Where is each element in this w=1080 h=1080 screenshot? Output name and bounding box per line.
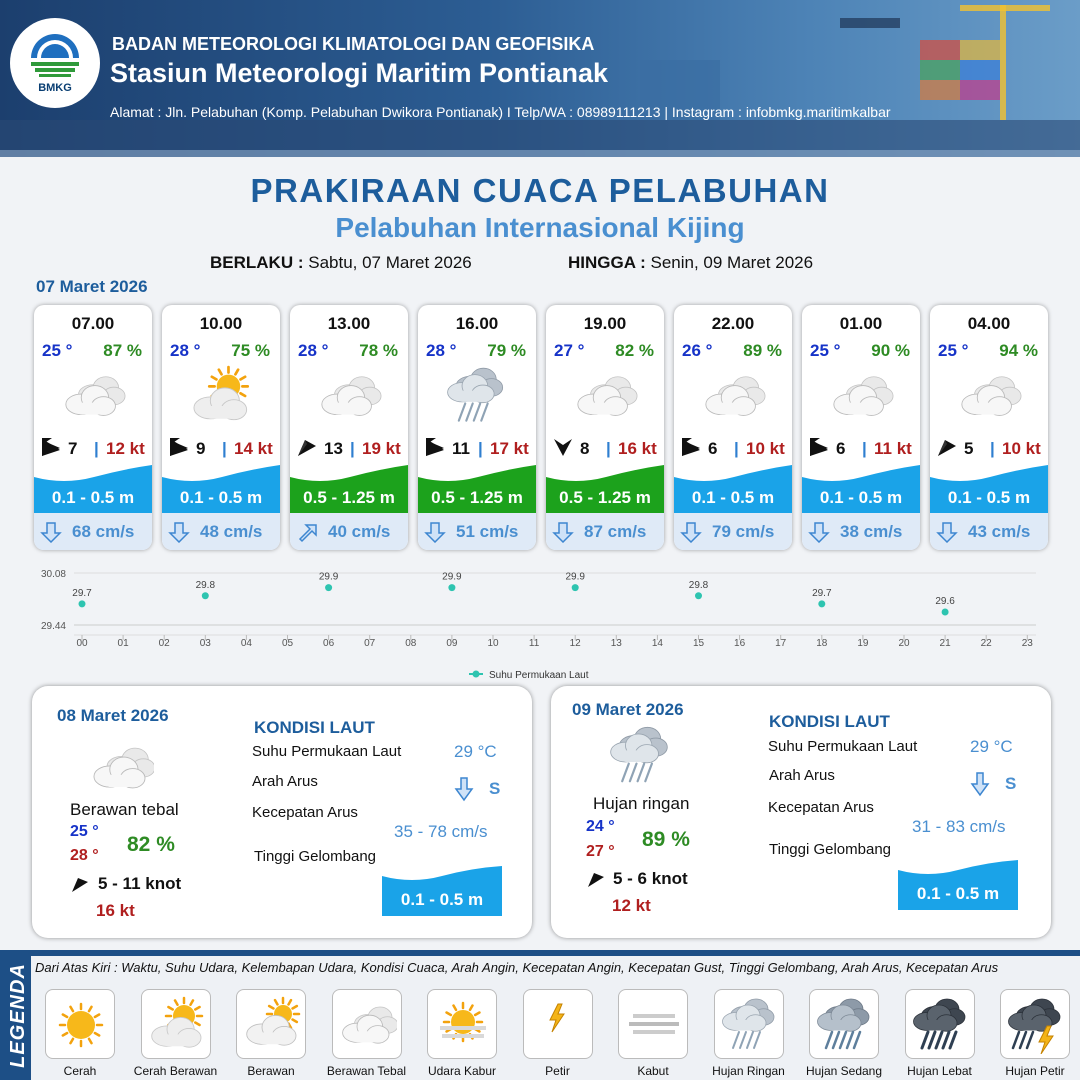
arrow-down-left-icon — [168, 436, 190, 458]
forecast-card — [418, 305, 536, 550]
forecast-humidity: 94 % — [999, 341, 1038, 360]
legend-item-label: Berawan — [247, 1064, 295, 1078]
forecast-wave: 0.5 - 1.25 m — [431, 488, 523, 507]
forecast-current-speed: 38 cm/s — [840, 522, 903, 541]
arrow-down-icon — [454, 776, 474, 802]
x-tick-label: 11 — [528, 638, 540, 649]
day2-gust: 16 kt — [96, 901, 135, 920]
forecast-wind-speed: 13 — [324, 439, 343, 458]
x-tick-label: 16 — [734, 638, 746, 649]
legend-marker — [473, 671, 480, 678]
legend-item-label: Cerah — [63, 1064, 97, 1078]
forecast-temp: 27 ° — [554, 341, 585, 360]
day3-sst-label: Suhu Permukaan Laut — [768, 738, 918, 755]
kabut-icon — [625, 996, 683, 1054]
legend-title: LEGENDA — [6, 962, 29, 1068]
legend-item-petir — [523, 989, 593, 1059]
day3-speed-label: Kecepatan Arus — [768, 799, 874, 816]
legend-item-hujan-lebat — [905, 989, 975, 1059]
day2-temp-max: 28 ° — [70, 847, 99, 864]
forecast-gust: 11 kt — [874, 439, 912, 458]
legend-item-hujan-ringan — [714, 989, 784, 1059]
legend-item-label: Hujan Lebat — [907, 1064, 972, 1078]
arrow-down-icon — [808, 521, 830, 543]
forecast-wave: 0.1 - 0.5 m — [51, 488, 135, 507]
forecast-separator: | — [222, 439, 227, 458]
day3-date: 09 Maret 2026 — [572, 700, 684, 719]
forecast-current — [930, 513, 1048, 550]
forecast-separator: | — [990, 439, 995, 458]
forecast-gust: 16 kt — [618, 439, 657, 458]
forecast-time: 22.00 — [711, 314, 755, 333]
cerah-berawan-icon — [148, 996, 206, 1054]
forecast-wave: 0.1 - 0.5 m — [179, 488, 263, 507]
arrow-down-icon — [552, 521, 574, 543]
forecast-card — [162, 305, 280, 550]
day2-wave-label: Tinggi Gelombang — [254, 848, 377, 865]
forecast-current — [674, 513, 792, 550]
legend-item-berawan-tebal — [332, 989, 402, 1059]
station-address: Alamat : Jln. Pelabuhan (Komp. Pelabuhan Dwikora Pontianak) I Telp/WA : 08989111213 | Instagram : infobmkg.maritimkalbar — [110, 104, 891, 120]
forecast-temp: 28 ° — [426, 341, 457, 360]
forecast-current-speed: 43 cm/s — [968, 522, 1031, 541]
arrow-down-left-icon — [424, 436, 446, 458]
day2-speed-value: 35 - 78 cm/s — [394, 822, 488, 841]
data-point — [942, 609, 949, 616]
forecast-humidity: 75 % — [231, 341, 270, 360]
day3-panel — [551, 686, 1051, 938]
day3-dir-value: S — [1005, 774, 1017, 793]
x-tick-label: 12 — [569, 638, 581, 649]
forecast-humidity: 78 % — [359, 341, 398, 360]
forecast-current — [290, 513, 408, 550]
forecast-temp: 25 ° — [938, 341, 969, 360]
y-tick-label: 30.08 — [40, 569, 66, 580]
forecast-current-speed: 48 cm/s — [200, 522, 263, 541]
valid-from — [210, 253, 472, 273]
legend-item-label: Hujan Ringan — [712, 1064, 785, 1078]
forecast-temp: 25 ° — [810, 341, 841, 360]
forecast-temp: 25 ° — [42, 341, 73, 360]
x-tick-label: 01 — [117, 638, 129, 649]
cerah-berawan-icon — [184, 365, 258, 427]
x-tick-label: 06 — [323, 638, 335, 649]
berawan-tebal-icon — [312, 365, 386, 427]
arrow-down-left-icon — [808, 436, 830, 458]
forecast-wind-speed: 7 — [68, 439, 78, 458]
legend-item-udara-kabur — [427, 989, 497, 1059]
data-label: 29.6 — [935, 596, 955, 607]
day1-date: 07 Maret 2026 — [36, 277, 148, 296]
data-label: 29.9 — [442, 571, 462, 583]
day2-panel — [32, 686, 532, 938]
forecast-current-speed: 68 cm/s — [72, 522, 135, 541]
data-point — [325, 584, 332, 591]
logo-text: BMKG — [38, 82, 72, 94]
x-tick-label: 18 — [816, 638, 828, 649]
day3-wave-value: 0.1 - 0.5 m — [916, 884, 1000, 903]
data-label: 29.7 — [72, 587, 92, 599]
x-tick-label: 04 — [240, 638, 252, 649]
x-tick-label: 14 — [651, 638, 663, 649]
station-name: Stasiun Meteorologi Maritim Pontianak — [110, 58, 609, 88]
x-tick-label: 00 — [76, 638, 88, 649]
legend-item-label: Cerah Berawan — [133, 1064, 218, 1078]
day3-temp-min: 24 ° — [586, 818, 615, 835]
day2-sst-label: Suhu Permukaan Laut — [252, 743, 402, 760]
forecast-gust: 14 kt — [234, 439, 273, 458]
forecast-current-speed: 51 cm/s — [456, 522, 519, 541]
hujan-petir-icon — [1007, 996, 1065, 1054]
legend-item-hujan-sedang — [809, 989, 879, 1059]
forecast-card — [34, 305, 152, 550]
data-label: 29.7 — [812, 587, 832, 599]
arrow-up-right-icon — [296, 436, 318, 458]
x-tick-label: 13 — [610, 638, 622, 649]
forecast-wind-speed: 9 — [196, 439, 206, 458]
forecast-humidity: 89 % — [743, 341, 782, 360]
legend-item-berawan — [236, 989, 306, 1059]
forecast-time: 10.00 — [199, 314, 243, 333]
x-tick-label: 20 — [898, 638, 910, 649]
arrow-down-icon — [40, 521, 62, 543]
legend-description: Dari Atas Kiri : Waktu, Suhu Udara, Kelembapan Udara, Kondisi Cuaca, Arah Angin, Kecepatan Angin, Kecepatan Gust, Tinggi Gelombang, Arah Arus, Kecepatan Arus — [35, 960, 999, 975]
legend-item-kabut — [618, 989, 688, 1059]
day2-wind: 5 - 11 knot — [98, 874, 182, 893]
forecast-current-speed: 79 cm/s — [712, 522, 775, 541]
sst-chart-svg — [36, 565, 1040, 690]
forecast-separator: | — [606, 439, 611, 458]
data-point — [448, 584, 455, 591]
hujan-sedang-icon — [816, 996, 874, 1054]
forecast-temp: 28 ° — [170, 341, 201, 360]
forecast-wave: 0.1 - 0.5 m — [691, 488, 775, 507]
valid-from-value: Sabtu, 07 Maret 2026 — [308, 253, 472, 272]
berawan-tebal-icon — [568, 365, 642, 427]
data-label: 29.8 — [688, 579, 709, 591]
day3-sea-heading: KONDISI LAUT — [769, 712, 890, 731]
valid-to — [568, 253, 813, 273]
forecast-current-speed: 40 cm/s — [328, 522, 391, 541]
legend-item-label: Petir — [545, 1064, 570, 1078]
data-point — [572, 584, 579, 591]
berawan-icon — [243, 996, 301, 1054]
day3-humidity: 89 % — [642, 828, 690, 851]
forecast-separator: | — [734, 439, 739, 458]
day2-dir-value: S — [489, 779, 501, 798]
forecast-card — [802, 305, 920, 550]
berawan-tebal-icon — [56, 365, 130, 427]
forecast-card — [290, 305, 408, 550]
x-tick-label: 21 — [939, 638, 951, 649]
forecast-current — [418, 513, 536, 550]
x-tick-label: 09 — [446, 638, 458, 649]
arrow-down-icon — [936, 521, 958, 543]
forecast-temp: 26 ° — [682, 341, 713, 360]
day2-sea-heading: KONDISI LAUT — [254, 718, 375, 737]
legend-item-cerah-berawan — [141, 989, 211, 1059]
forecast-wave: 0.1 - 0.5 m — [819, 488, 903, 507]
forecast-wave: 0.5 - 1.25 m — [303, 488, 395, 507]
berawan-tebal-icon — [696, 365, 770, 427]
forecast-card — [546, 305, 664, 550]
hujan-lebat-icon — [912, 996, 970, 1054]
day2-sst-value: 29 °C — [454, 742, 497, 761]
day3-sst-value: 29 °C — [970, 737, 1013, 756]
forecast-time: 13.00 — [327, 314, 371, 333]
forecast-current — [34, 513, 152, 550]
legend-body — [31, 956, 1080, 1080]
day3-gust: 12 kt — [612, 896, 651, 915]
hujan-ringan-icon — [440, 365, 514, 427]
x-tick-label: 08 — [405, 638, 417, 649]
forecast-card — [930, 305, 1048, 550]
day2-wave-value: 0.1 - 0.5 m — [400, 890, 484, 909]
udara-kabur-icon — [434, 996, 492, 1054]
forecast-gust: 19 kt — [362, 439, 401, 458]
sst-chart — [36, 565, 1040, 690]
forecast-humidity: 79 % — [487, 341, 526, 360]
x-tick-label: 23 — [1021, 638, 1033, 649]
forecast-wave: 0.5 - 1.25 m — [559, 488, 651, 507]
bmkg-logo — [10, 18, 100, 108]
data-point — [202, 592, 209, 599]
day3-wave-label: Tinggi Gelombang — [769, 841, 892, 858]
arrow-down-icon — [168, 521, 190, 543]
berawan-tebal-icon — [952, 365, 1026, 427]
x-tick-label: 02 — [158, 638, 170, 649]
legend-item-label: Kabut — [637, 1064, 669, 1078]
forecast-time: 07.00 — [71, 314, 115, 333]
arrow-down-left-icon — [680, 436, 702, 458]
agency-name: BADAN METEOROLOGI KLIMATOLOGI DAN GEOFISIKA — [112, 34, 595, 54]
forecast-separator: | — [350, 439, 355, 458]
day3-speed-value: 31 - 83 cm/s — [912, 817, 1006, 836]
page-subtitle: Pelabuhan Internasional Kijing — [335, 212, 745, 243]
x-tick-label: 15 — [692, 638, 705, 649]
y-tick-label: 29.44 — [40, 621, 66, 632]
x-tick-label: 07 — [364, 638, 376, 649]
forecast-current-speed: 87 cm/s — [584, 522, 647, 541]
forecast-humidity: 82 % — [615, 341, 654, 360]
legend-item-label: Berawan Tebal — [326, 1064, 407, 1078]
forecast-wind-speed: 8 — [580, 439, 590, 458]
data-label: 29.9 — [565, 571, 585, 583]
data-point — [695, 592, 702, 599]
hujan-ringan-icon — [721, 996, 779, 1054]
forecast-gust: 17 kt — [490, 439, 529, 458]
legend-item-label: Udara Kabur — [427, 1064, 497, 1078]
bmkg-logo-icon — [23, 32, 87, 80]
valid-to-label: HINGGA : — [568, 253, 646, 272]
forecast-current — [802, 513, 920, 550]
legend-item-hujan-petir — [1000, 989, 1070, 1059]
day3-temp-max: 27 ° — [586, 843, 615, 860]
forecast-wind-speed: 6 — [708, 439, 718, 458]
legend-title-box — [5, 950, 31, 1080]
legend-item-label: Hujan Sedang — [805, 1064, 883, 1078]
cerah-icon — [52, 996, 110, 1054]
day2-speed-label: Kecepatan Arus — [252, 804, 358, 821]
forecast-gust: 10 kt — [746, 439, 785, 458]
forecast-time: 01.00 — [839, 314, 883, 333]
data-label: 29.9 — [318, 571, 339, 583]
forecast-separator: | — [862, 439, 867, 458]
day3-dir-label: Arah Arus — [769, 767, 835, 784]
forecast-gust: 10 kt — [1002, 439, 1041, 458]
forecast-wind-speed: 6 — [836, 439, 846, 458]
data-label: 29.8 — [195, 579, 216, 591]
forecast-card — [674, 305, 792, 550]
valid-from-label: BERLAKU : — [210, 253, 304, 272]
arrow-down-icon — [970, 771, 990, 797]
day2-temp-min: 25 ° — [70, 823, 99, 840]
arrow-down-icon — [552, 436, 574, 458]
legend-item-label: Hujan Petir — [1005, 1064, 1065, 1078]
arrow-up-right-icon — [936, 436, 958, 458]
arrow-down-icon — [680, 521, 702, 543]
forecast-separator: | — [94, 439, 99, 458]
x-tick-label: 19 — [857, 638, 869, 649]
petir-icon — [530, 996, 588, 1054]
arrow-down-icon — [424, 521, 446, 543]
forecast-current — [162, 513, 280, 550]
x-tick-label: 22 — [980, 638, 992, 649]
x-tick-label: 03 — [199, 638, 211, 649]
day2-humidity: 82 % — [127, 833, 175, 856]
forecast-time: 04.00 — [967, 314, 1011, 333]
data-point — [79, 600, 86, 607]
hujan-ringan-icon — [609, 724, 673, 794]
berawan-tebal-icon — [824, 365, 898, 427]
x-tick-label: 17 — [775, 638, 787, 649]
legend-label: Suhu Permukaan Laut — [489, 670, 589, 681]
data-point — [818, 600, 825, 607]
berawan-tebal-icon — [90, 736, 154, 790]
valid-to-value: Senin, 09 Maret 2026 — [650, 253, 814, 272]
page-title: PRAKIRAAN CUACA PELABUHAN — [250, 172, 830, 209]
forecast-wave: 0.1 - 0.5 m — [947, 488, 1031, 507]
day3-condition: Hujan ringan — [593, 794, 690, 813]
forecast-time: 19.00 — [583, 314, 627, 333]
arrow-down-left-icon — [40, 436, 62, 458]
forecast-current — [546, 513, 664, 550]
forecast-temp: 28 ° — [298, 341, 329, 360]
forecast-wind-speed: 5 — [964, 439, 974, 458]
arrow-up-right-icon — [70, 874, 90, 894]
day2-dir-label: Arah Arus — [252, 773, 318, 790]
day2-condition: Berawan tebal — [70, 800, 179, 819]
x-tick-label: 05 — [281, 638, 294, 649]
forecast-separator: | — [478, 439, 483, 458]
forecast-humidity: 90 % — [871, 341, 910, 360]
forecast-humidity: 87 % — [103, 341, 142, 360]
forecast-gust: 12 kt — [106, 439, 145, 458]
arrow-up-right-icon — [296, 521, 318, 543]
legend — [0, 950, 1080, 1080]
forecast-wind-speed: 11 — [452, 439, 470, 458]
forecast-time: 16.00 — [455, 314, 499, 333]
day2-date: 08 Maret 2026 — [57, 706, 169, 725]
day3-wind: 5 - 6 knot — [613, 869, 688, 888]
x-tick-label: 10 — [487, 638, 499, 649]
header-banner — [0, 0, 1080, 157]
arrow-up-right-icon — [586, 869, 606, 889]
legend-item-cerah — [45, 989, 115, 1059]
berawan-tebal-icon — [339, 996, 397, 1054]
